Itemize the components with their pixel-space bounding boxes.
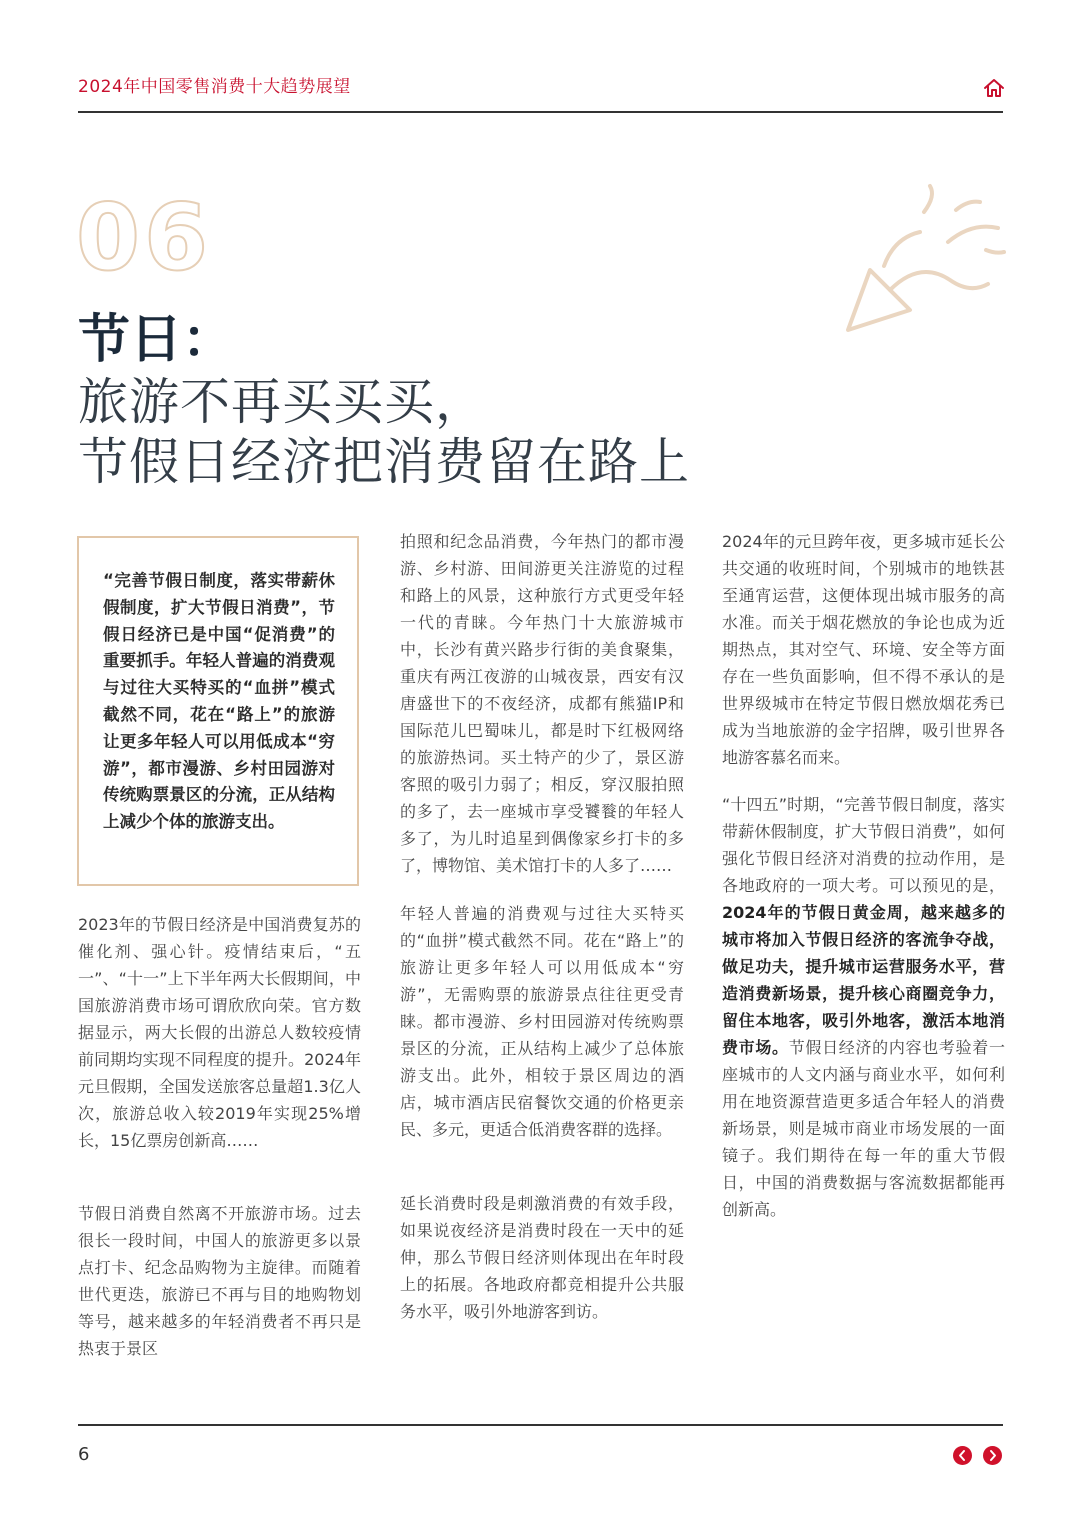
chevron-left-icon <box>953 1446 972 1465</box>
chapter-subtitle-line2: 节假日经济把消费留在路上 <box>78 433 690 491</box>
party-popper-icon <box>838 182 1008 342</box>
col2-paragraph-3: 延长消费时段是刺激消费的有效手段，如果说夜经济是消费时段在一天中的延伸，那么节假日经济则体现出在年时段上的拓展。各地政府都竞相提升公共服务水平，吸引外地游客到访。 <box>400 1194 684 1321</box>
footer-divider <box>78 1424 1003 1426</box>
col1-paragraph-2: 节假日消费自然离不开旅游市场。过去很长一段时间，中国人的旅游更多以景点打卡、纪念品购物为主旋律。而随着世代更迭，旅游已不再与目的地购物划等号，越来越多的年轻消费者不再只是热衷于景区 <box>78 1204 361 1358</box>
chevron-right-icon <box>983 1446 1002 1465</box>
pull-quote-text: “完善节假日制度，落实带薪休假制度，扩大节假日消费”，节假日经济已是中国“促消费”的重要抓手。年轻人普遍的消费观与过往大买特买的“血拼”模式截然不同，花在“路上”的旅游让更多年轻人可以用低成本“穷游”，都市漫游、乡村田园游对传统购票景区的分流，正从结构上减少个体的旅游支出。 <box>103 571 335 832</box>
chapter-subtitle-line1: 旅游不再买买买， <box>78 373 486 431</box>
home-icon[interactable] <box>983 77 1005 99</box>
col3-paragraph-1: 2024年的元旦跨年夜，更多城市延长公共交通的收班时间，个别城市的地铁甚至通宵运营，这便体现出城市服务的高水准。而关于烟花燃放的争论也成为近期热点，其对空气、环境、安全等方面存在一些负面影响，但不得不承认的是世界级城市在特定节假日燃放烟花秀已成为当地旅游的金字招牌，吸引世界各地游客慕名而来。 <box>722 532 1005 767</box>
header-divider <box>78 111 1003 113</box>
next-page-button[interactable] <box>983 1446 1002 1465</box>
col3-paragraph-2-outro: 节假日经济的内容也考验着一座城市的人文内涵与商业水平，如何利用在地资源营造更多适合年轻人的消费新场景，则是城市商业市场发展的一面镜子。我们期待在每一年的重大节假日，中国的消费数据与客流数据都能再创新高。 <box>722 1038 1005 1219</box>
page-number: 6 <box>78 1444 90 1465</box>
col3-paragraph-2-intro: “十四五”时期，“完善节假日制度，落实带薪休假制度，扩大节假日消费”，如何强化节假日经济对消费的拉动作用，是各地政府的一项大考。可以预见的是， <box>722 795 1005 895</box>
previous-page-button[interactable] <box>953 1446 972 1465</box>
pull-quote-box <box>77 536 359 886</box>
col3-paragraph-2 <box>722 791 1005 1223</box>
col2-paragraph-1: 拍照和纪念品消费，今年热门的都市漫游、乡村游、田间游更关注游览的过程和路上的风景，这种旅行方式更受年轻一代的青睐。今年热门十大旅游城市中，长沙有黄兴路步行街的美食聚集，重庆有两江夜游的山城夜景，西安有汉唐盛世下的不夜经济，成都有熊猫IP和国际范儿巴蜀味儿，都是时下红极网络的旅游热词。买土特产的少了，景区游客照的吸引力弱了；相反，穿汉服拍照的多了，去一座城市享受饕餮的年轻人多了，为儿时追星到偶像家乡打卡的多了，博物馆、美术馆打卡的人多了…… <box>400 532 684 875</box>
col2-paragraph-2: 年轻人普遍的消费观与过往大买特买的“血拼”模式截然不同。花在“路上”的旅游让更多年轻人可以用低成本“穷游”，无需购票的旅游景点往往更受青睐。都市漫游、乡村田园游对传统购票景区的分流，正从结构上减少了总体旅游支出。此外，相较于景区周边的酒店，城市酒店民宿餐饮交通的价格更亲民、多元，更适合低消费客群的选择。 <box>400 904 684 1139</box>
report-title: 2024年中国零售消费十大趋势展望 <box>78 77 351 97</box>
col3-paragraph-2-highlight: 2024年的节假日黄金周，越来越多的城市将加入节假日经济的客流争夺战，做足功夫，提升城市运营服务水平，营造消费新场景，提升核心商圈竞争力，留住本地客，吸引外地客，激活本地消费市场。 <box>722 903 1005 1057</box>
chapter-number: 06 <box>76 184 213 291</box>
chapter-title-main: 节日： <box>78 310 235 370</box>
col1-paragraph-1: 2023年的节假日经济是中国消费复苏的催化剂、强心针。疫情结束后，“五一”、“十一”上下半年两大长假期间，中国旅游消费市场可谓欣欣向荣。官方数据显示，两大长假的出游总人数较疫情前同期均实现不同程度的提升。2024年元旦假期，全国发送旅客总量超1.3亿人次，旅游总收入较2019年实现25%增长，15亿票房创新高…… <box>78 915 361 1150</box>
